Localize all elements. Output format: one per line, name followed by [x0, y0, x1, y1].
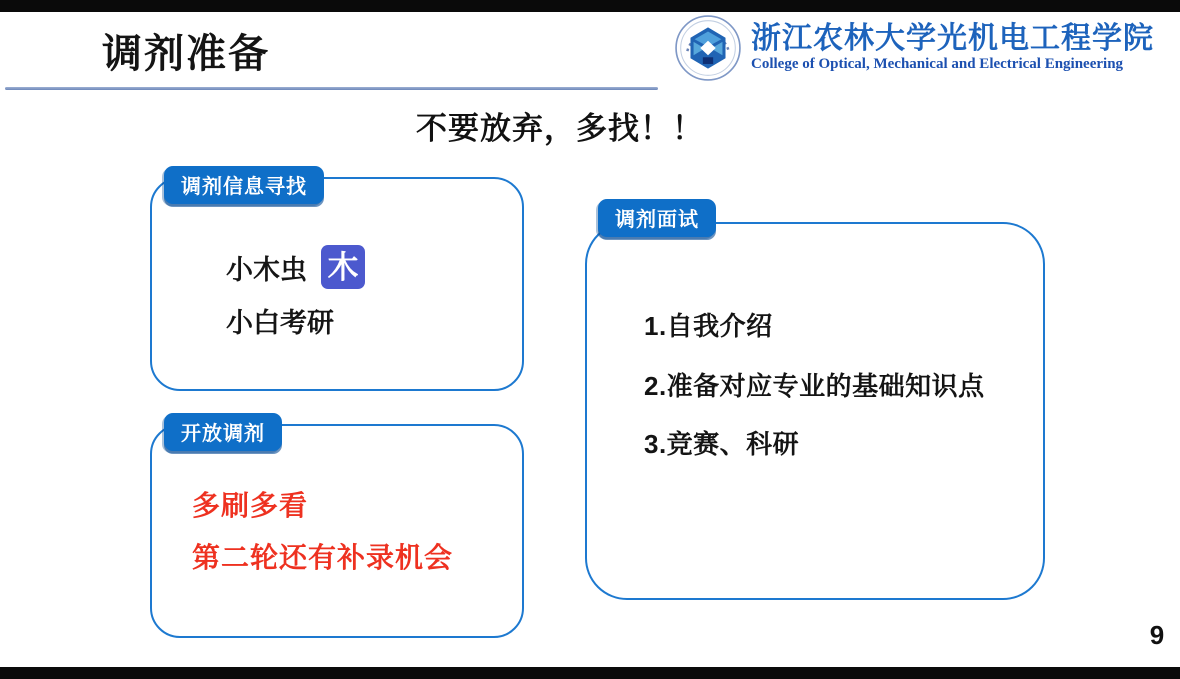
tab-info-search: 调剂信息寻找: [164, 166, 324, 204]
list-item-xiaobai-kaoyan: [226, 301, 334, 340]
emphasis-line-second-round: 第二轮还有补录机会: [192, 542, 454, 573]
tab-open-adjustment: 开放调剂: [164, 413, 282, 451]
interview-item-basics: 2.准备对应专业的基础知识点: [644, 371, 985, 401]
list-item-xiaomuchong: [226, 245, 365, 289]
callout-box-open-adjustment: [150, 424, 524, 638]
callout-box-info-search: [150, 177, 524, 391]
header-divider-line: [5, 87, 658, 90]
university-seal-icon: [674, 14, 742, 82]
page-number: 9: [1149, 620, 1165, 650]
college-name-chinese: 浙江农林大学光机电工程学院: [751, 22, 1154, 56]
xiaomuchong-label: 小木虫: [226, 254, 307, 285]
letterbox-top-bar: [0, 0, 1180, 12]
emphasis-line-browse-more: 多刷多看: [192, 490, 309, 521]
college-logo: [674, 12, 1154, 84]
college-name-block: [751, 23, 1154, 72]
callout-box-interview: [585, 209, 1045, 600]
college-name-english: College of Optical, Mechanical and Electrical Engineering: [751, 55, 1124, 72]
interview-item-competitions: 3.竞赛、科研: [644, 429, 800, 459]
slide-main-headline: 不要放弃，多找！！: [416, 111, 704, 146]
slide-header-title: 调剂准备: [102, 32, 270, 76]
tab-interview: 调剂面试: [598, 199, 716, 237]
xiaomuchong-app-icon: 木: [321, 245, 365, 289]
interview-item-self-intro: 1.自我介绍: [644, 311, 773, 341]
letterbox-bottom-bar: [0, 667, 1180, 679]
xiaobai-kaoyan-label: 小白考研: [226, 308, 334, 338]
